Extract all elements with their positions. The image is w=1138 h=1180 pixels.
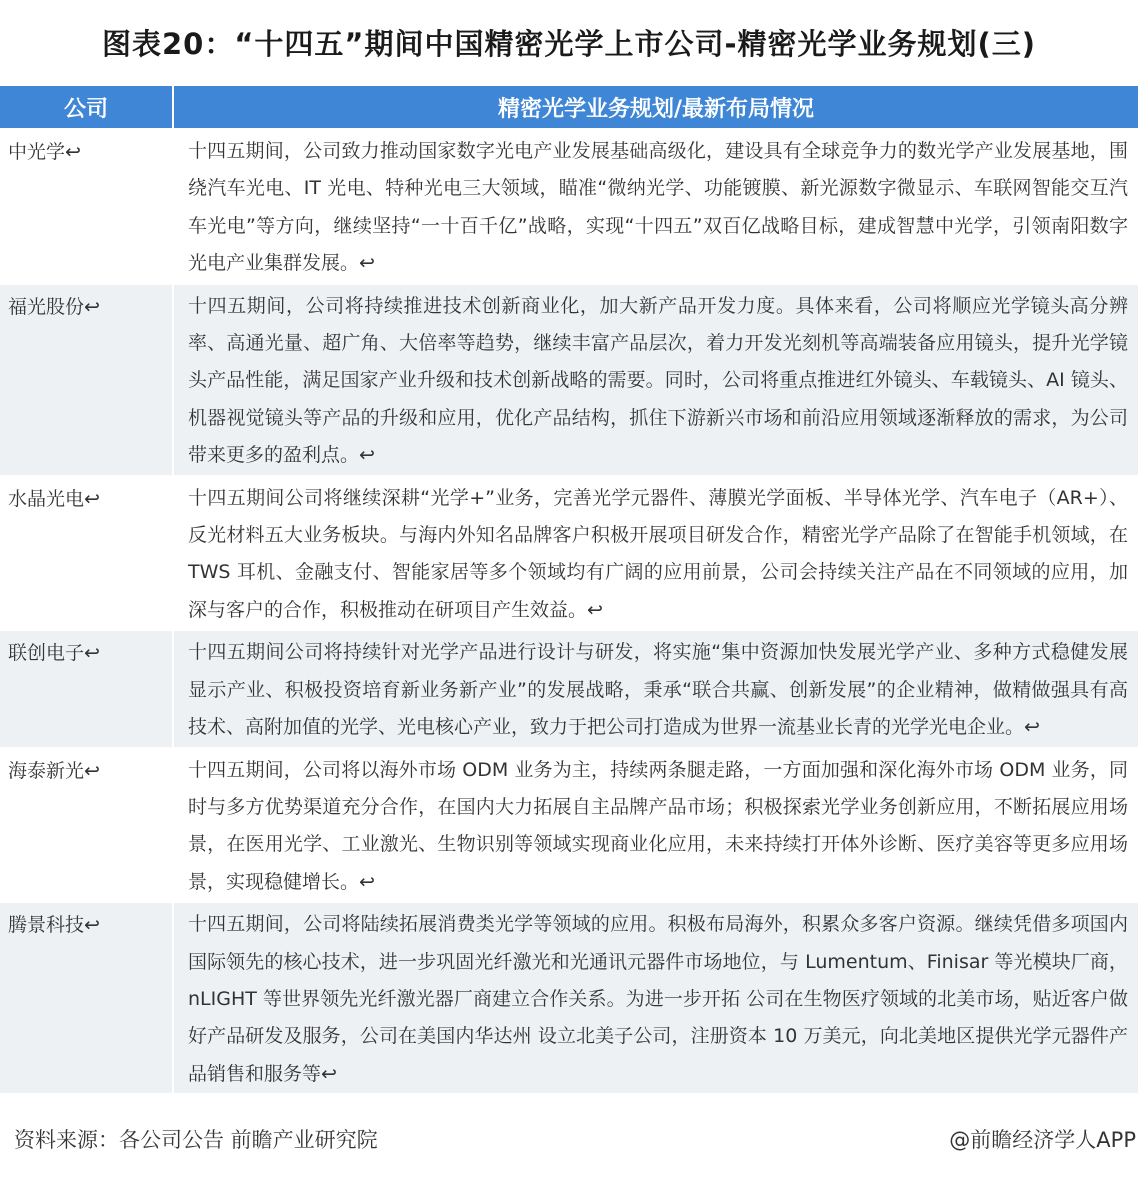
header-plan: 精密光学业务规划/最新布局情况 [173,86,1138,129]
plan-cell: 十四五期间公司将继续深耕“光学+”业务，完善光学元器件、薄膜光学面板、半导体光学、汽车电子（AR+）、反光材料五大业务板块。与海内外知名品牌客户积极开展项目研发合作，精密光学产品除了在智能手机领域，在 TWS 耳机、金融支付、智能家居等多个领域均有广阔的应用前景，公司会持续关注产品在不同领域的应用，加深与客户的合作，积极推动在研项目产生效益。↩ [173,476,1138,631]
source-note: 资料来源：各公司公告 前瞻产业研究院 [14,1128,378,1152]
table-row [0,902,1138,1093]
plan-cell: 十四五期间，公司致力推动国家数字光电产业发展基础高级化，建设具有全球竞争力的数光学产业发展基地，围绕汽车光电、IT 光电、特种光电三大领域，瞄准“微纳光学、功能镀膜、新光源数字微显示、车联网智能交互汽车光电”等方向，继续坚持“一十百千亿”战略，实现“十四五”双百亿战略目标，建成智慧中光学，引领南阳数字光电产业集群发展。↩ [173,129,1138,284]
company-cell: 联创电子↩ [0,630,173,747]
header-company: 公司 [0,86,173,129]
brand-attribution: @前瞻经济学人APP [949,1128,1136,1152]
plan-table [0,86,1138,1093]
table-row [0,284,1138,476]
table-row [0,129,1138,284]
table-row [0,748,1138,903]
company-cell: 海泰新光↩ [0,748,173,903]
footer [0,1104,1138,1180]
company-cell: 水晶光电↩ [0,476,173,631]
table-row [0,630,1138,747]
chart-title: 图表20：“十四五”期间中国精密光学上市公司-精密光学业务规划(三) [101,26,1037,61]
company-cell: 中光学↩ [0,129,173,284]
plan-cell: 十四五期间，公司将陆续拓展消费类光学等领域的应用。积极布局海外，积累众多客户资源。继续凭借多项国内国际领先的核心技术，进一步巩固光纤激光和光通讯元器件市场地位，与 Lumentum、Finisar 等光模块厂商，nLIGHT 等世界领先光纤激光器厂商建立合作关系。为进一步开拓 公司在生物医疗领域的北美市场，贴近客户做好产品研发及服务，公司在美国内华达州 设立北美子公司，注册资本 10 万美元，向北美地区提供光学元器件产品销售和服务等↩ [173,902,1138,1093]
plan-cell: 十四五期间公司将持续针对光学产品进行设计与研发，将实施“集中资源加快发展光学产业、多种方式稳健发展显示产业、积极投资培育新业务新产业”的发展战略，秉承“联合共赢、创新发展”的企业精神，做精做强具有高技术、高附加值的光学、光电核心产业，致力于把公司打造成为世界一流基业长青的光学光电企业。↩ [173,630,1138,747]
company-cell: 腾景科技↩ [0,902,173,1093]
plan-cell: 十四五期间，公司将以海外市场 ODM 业务为主，持续两条腿走路，一方面加强和深化海外市场 ODM 业务，同时与多方优势渠道充分合作，在国内大力拓展自主品牌产品市场；积极探索光学业务创新应用，不断拓展应用场景，在医用光学、工业激光、生物识别等领域实现商业化应用，未来持续打开体外诊断、医疗美容等更多应用场景，实现稳健增长。↩ [173,748,1138,903]
table-header-row [0,86,1138,129]
table-row [0,476,1138,631]
company-cell: 福光股份↩ [0,284,173,476]
plan-cell: 十四五期间，公司将持续推进技术创新商业化，加大新产品开发力度。具体来看，公司将顺应光学镜头高分辨率、高通光量、超广角、大倍率等趋势，继续丰富产品层次，着力开发光刻机等高端装备应用镜头，提升光学镜头产品性能，满足国家产业升级和技术创新战略的需要。同时，公司将重点推进红外镜头、车载镜头、AI 镜头、机器视觉镜头等产品的升级和应用，优化产品结构，抓住下游新兴市场和前沿应用领域逐渐释放的需求，为公司带来更多的盈利点。↩ [173,284,1138,476]
